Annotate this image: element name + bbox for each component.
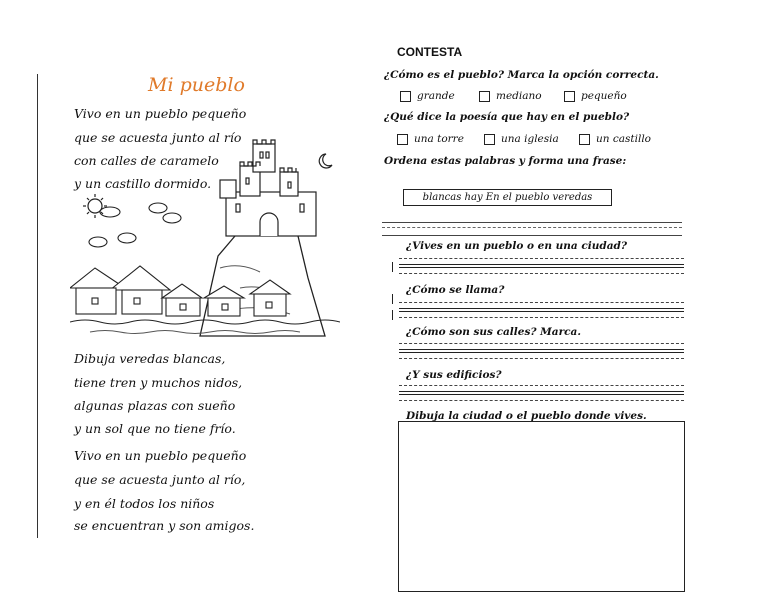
question-2: ¿Qué dice la poesía que hay en el pueblo? — [384, 111, 630, 123]
checkbox[interactable] — [479, 91, 490, 102]
poem-line: que se acuesta junto al río — [74, 130, 242, 145]
word-box: blancas hay En el pueblo veredas — [403, 189, 612, 206]
question-1: ¿Cómo es el pueblo? Marca la opción correcta. — [384, 69, 659, 81]
poem-line: Vivo en un pueblo pequeño — [74, 448, 247, 463]
poem-line: algunas plazas con sueño — [74, 398, 236, 413]
option-grande[interactable]: grande — [400, 90, 455, 102]
poem-line: que se acuesta junto al río, — [74, 472, 246, 487]
question-5: ¿Cómo se llama? — [406, 284, 505, 296]
question-3: Ordena estas palabras y forma una frase: — [384, 155, 627, 167]
poem-line: Dibuja veredas blancas, — [74, 351, 226, 366]
poem-line: tiene tren y muchos nidos, — [74, 375, 243, 390]
margin-tick — [392, 262, 393, 272]
cloud-icon — [89, 203, 181, 247]
margin-line — [37, 74, 38, 538]
poem-line: y un castillo dormido. — [74, 176, 212, 191]
option-mediano[interactable]: mediano — [479, 90, 542, 102]
poem-title: Mi pueblo — [148, 74, 245, 96]
sentence-answer-lines[interactable] — [382, 222, 682, 236]
option-pequeno[interactable]: pequeño — [564, 90, 627, 102]
question-7: ¿Y sus edificios? — [406, 369, 502, 381]
answer-lines[interactable] — [399, 385, 684, 401]
moon-icon — [319, 154, 332, 168]
checkbox[interactable] — [484, 134, 495, 145]
checkbox[interactable] — [400, 91, 411, 102]
option-iglesia[interactable]: una iglesia — [484, 133, 559, 145]
answer-lines[interactable] — [399, 343, 684, 359]
poem-line: se encuentran y son amigos. — [74, 518, 255, 533]
poem-line: y un sol que no tiene frío. — [74, 421, 236, 436]
checkbox[interactable] — [579, 134, 590, 145]
option-castillo[interactable]: un castillo — [579, 133, 651, 145]
poem-line: con calles de caramelo — [74, 153, 219, 168]
question-6: ¿Cómo son sus calles? Marca. — [406, 326, 581, 338]
question-8: Dibuja la ciudad o el pueblo donde vives. — [406, 410, 647, 422]
margin-tick — [392, 310, 393, 320]
poem-line: y en él todos los niños — [74, 496, 215, 511]
checkbox[interactable] — [397, 134, 408, 145]
margin-tick — [392, 294, 393, 304]
drawing-box[interactable] — [398, 421, 685, 592]
checkbox[interactable] — [564, 91, 575, 102]
sun-icon — [83, 194, 107, 218]
poem-line: Vivo en un pueblo pequeño — [74, 106, 247, 121]
worksheet-heading: CONTESTA — [397, 45, 463, 59]
answer-lines[interactable] — [399, 258, 684, 274]
option-torre[interactable]: una torre — [397, 133, 464, 145]
answer-lines[interactable] — [399, 302, 684, 318]
castle-illustration — [70, 138, 340, 338]
question-4: ¿Vives en un pueblo o en una ciudad? — [406, 240, 628, 252]
